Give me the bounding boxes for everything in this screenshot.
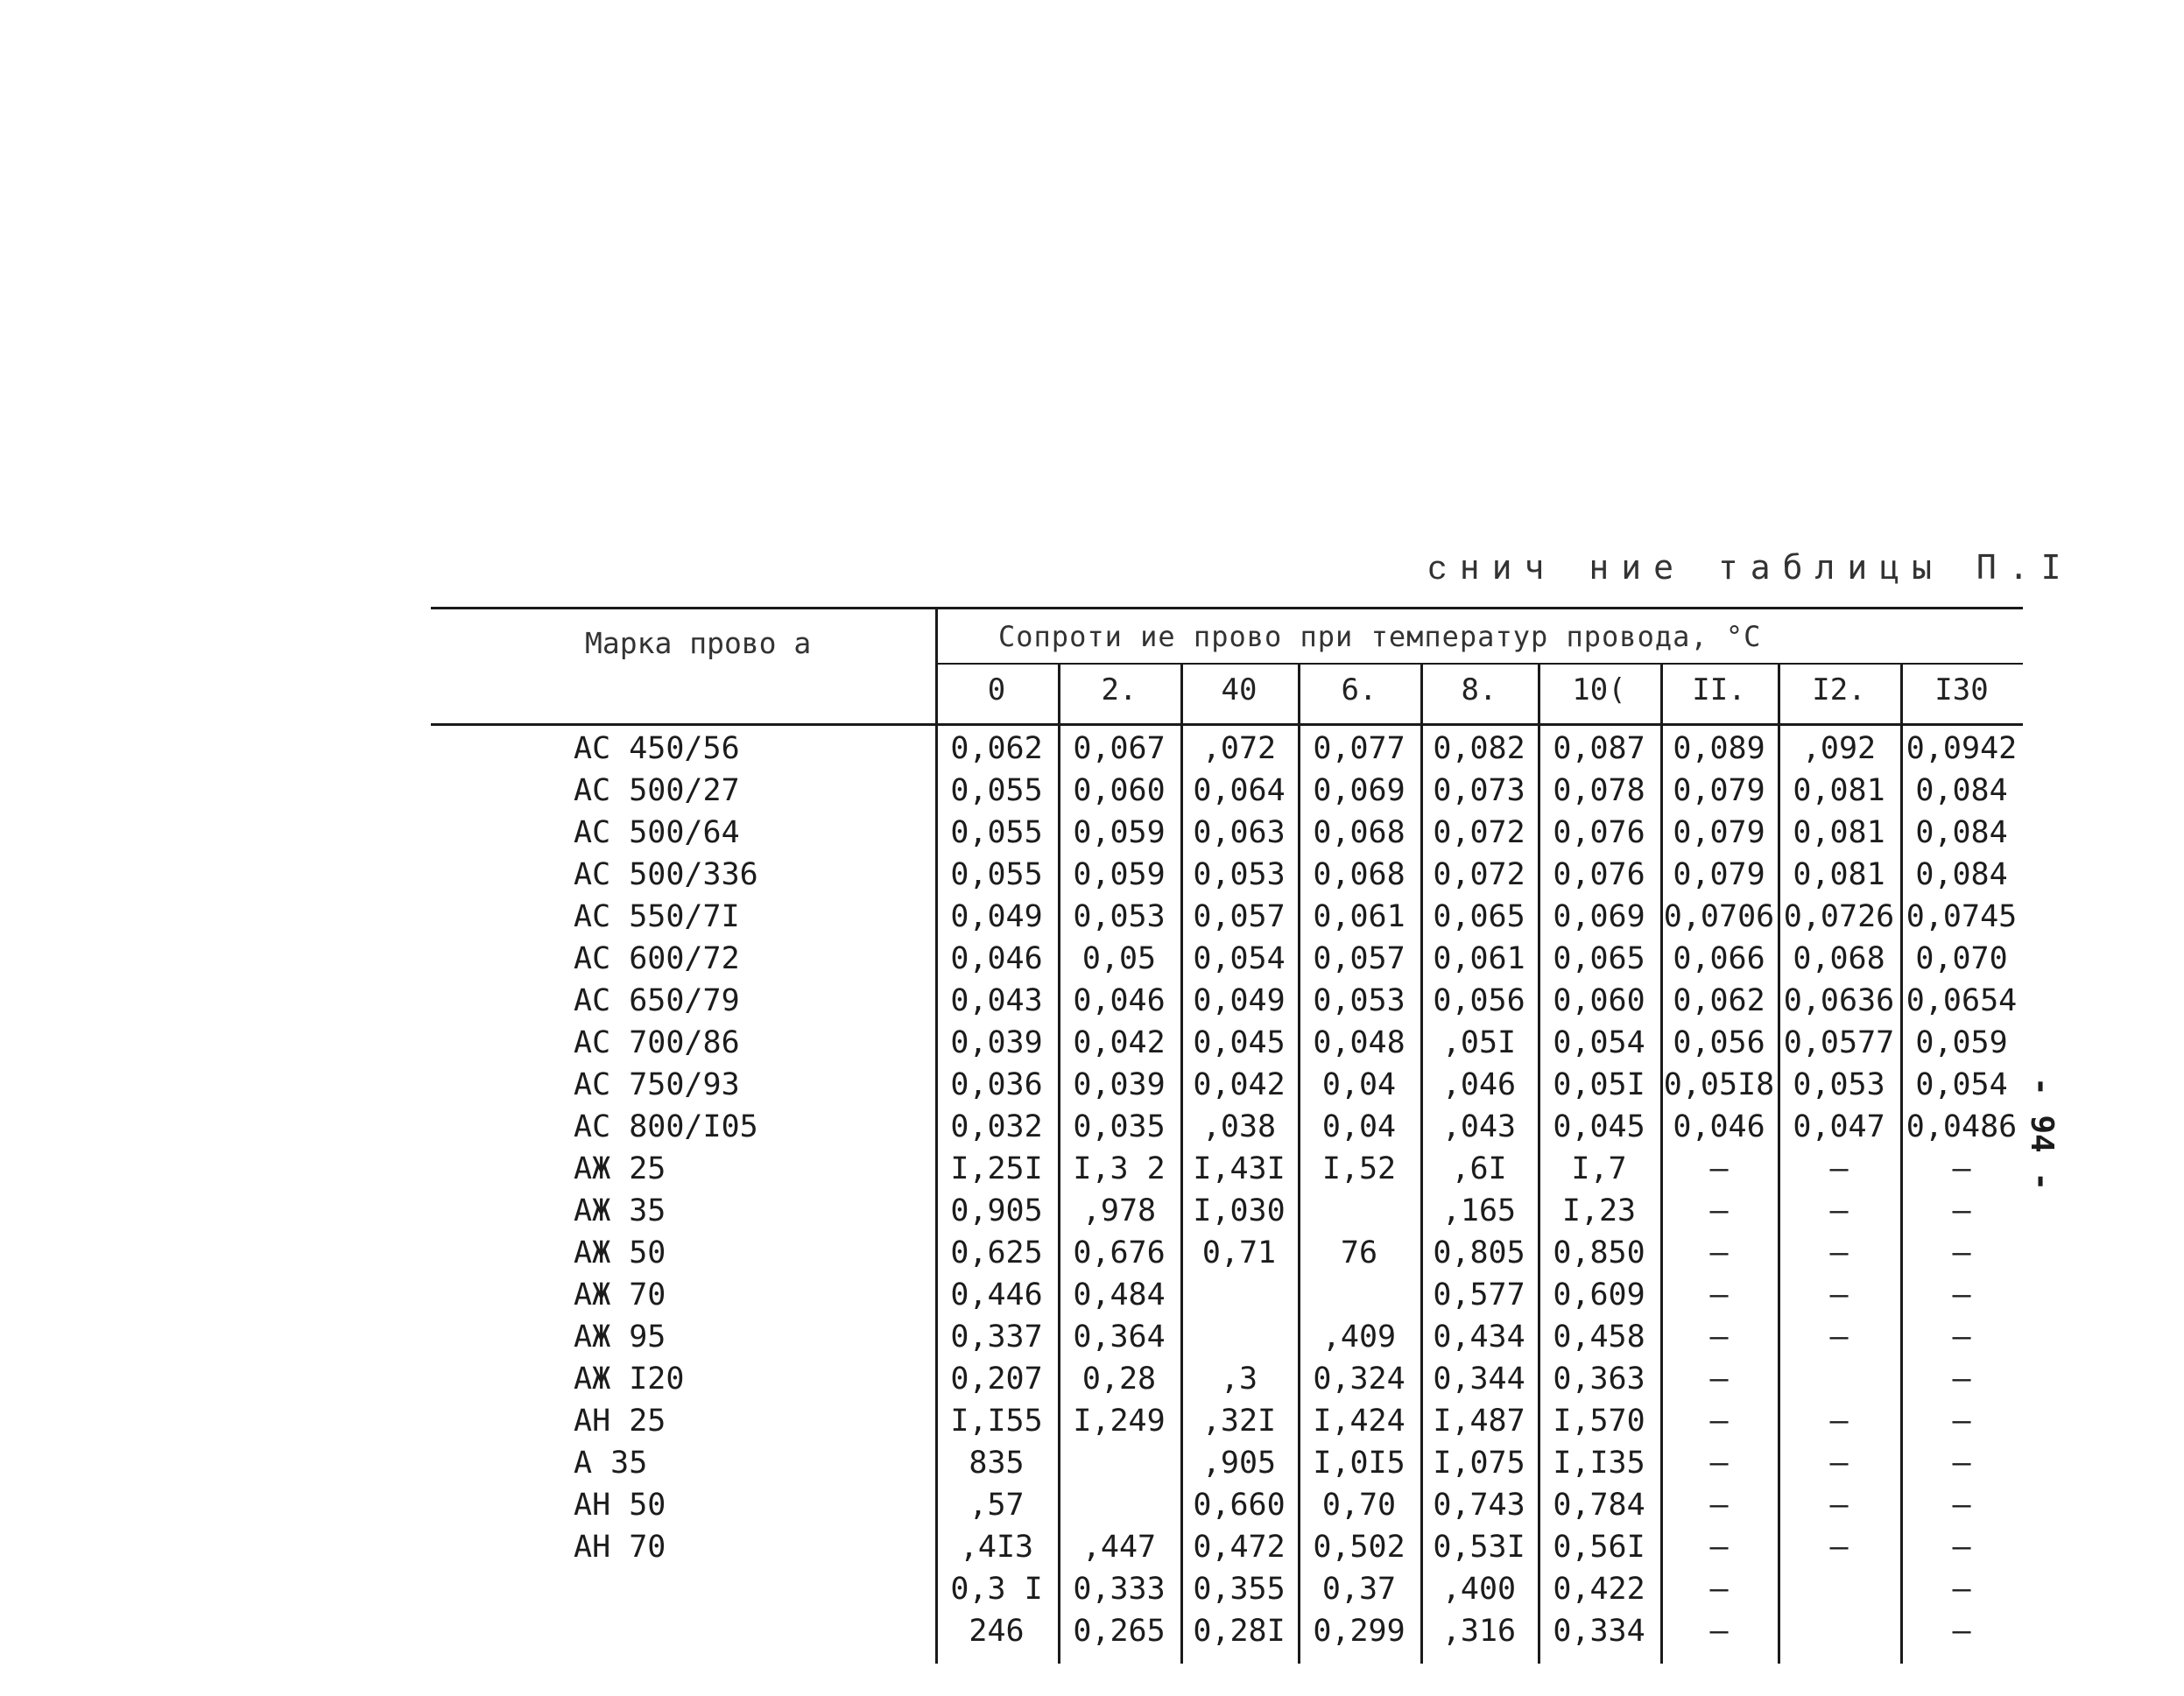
table-cell: – — [1952, 1362, 1971, 1397]
table-cell: 0,676 — [1073, 1235, 1166, 1270]
table-cell: 0,324 — [1313, 1362, 1406, 1397]
table-cell: 0,061 — [1433, 941, 1525, 976]
table-cell: 0,059 — [1073, 857, 1166, 892]
table-cell: – — [1952, 1446, 1971, 1481]
table-cell: 0,059 — [1915, 1025, 2008, 1060]
header-bottom-rule — [431, 723, 2023, 726]
table-cell: 0,084 — [1915, 773, 2008, 808]
table-cell: 0,04 — [1321, 1109, 1397, 1144]
table-cell: 0,079 — [1673, 815, 1765, 850]
table-cell: 0,078 — [1553, 773, 1645, 808]
table-cell: – — [1709, 1193, 1729, 1228]
table-cell: 0,0942 — [1906, 731, 2018, 766]
table-cell: – — [1952, 1151, 1971, 1186]
table-cell: ,092 — [1801, 731, 1877, 766]
table-cell: I,7 — [1571, 1151, 1627, 1186]
table-cell: 0,036 — [950, 1067, 1043, 1102]
table-cell: 0,333 — [1073, 1572, 1166, 1607]
table-cell: – — [1709, 1446, 1729, 1481]
table-cell: 0,053 — [1793, 1067, 1885, 1102]
table-cell: 0,055 — [950, 773, 1043, 808]
table-cell: 0,035 — [1073, 1109, 1166, 1144]
row-label: АС 650/79 — [574, 983, 740, 1018]
table-cell: 0,042 — [1193, 1067, 1286, 1102]
table-cell: ,072 — [1201, 731, 1277, 766]
table-cell: 0,042 — [1073, 1025, 1166, 1060]
table-cell: – — [1829, 1320, 1849, 1355]
table-cell: 0,05I8 — [1663, 1067, 1775, 1102]
table-cell: 0,28 — [1081, 1362, 1157, 1397]
table-cell: 0,067 — [1073, 731, 1166, 766]
table-cell: 0,458 — [1553, 1320, 1645, 1355]
table-cell: I,3 2 — [1073, 1151, 1166, 1186]
row-label: АС 700/86 — [574, 1025, 740, 1060]
table-cell: – — [1952, 1530, 1971, 1565]
table-cell: 0,047 — [1793, 1109, 1885, 1144]
table-cell: 0,334 — [1553, 1614, 1645, 1649]
table-cell: 0,054 — [1915, 1067, 2008, 1102]
table-cell: 0,076 — [1553, 815, 1645, 850]
table-cell: 0,784 — [1553, 1488, 1645, 1523]
table-cell: – — [1709, 1151, 1729, 1186]
table-cell: 0,0745 — [1906, 899, 2018, 934]
table-cell: 0,055 — [950, 815, 1043, 850]
table-cell: ,316 — [1441, 1614, 1517, 1649]
table-cell: 0,472 — [1193, 1530, 1286, 1565]
table-cell: 0,05I — [1553, 1067, 1645, 1102]
table-cell: ,57 — [969, 1488, 1025, 1523]
table-cell: 0,0706 — [1663, 899, 1775, 934]
table-cell: ,043 — [1441, 1109, 1517, 1144]
temperature-header-cell: 0 — [987, 672, 1006, 707]
table-cell: ,038 — [1201, 1109, 1277, 1144]
table-cell: – — [1709, 1362, 1729, 1397]
table-cell: 0,061 — [1313, 899, 1406, 934]
table-cell: 0,850 — [1553, 1235, 1645, 1270]
table-cell: 0,045 — [1553, 1109, 1645, 1144]
table-cell: 0,048 — [1313, 1025, 1406, 1060]
table-cell: 0,3 I — [950, 1572, 1043, 1607]
table-cell: ,32I — [1201, 1404, 1277, 1439]
row-label: АС 550/7I — [574, 899, 740, 934]
table-cell: 0,28I — [1193, 1614, 1286, 1649]
table-cell: ,4I3 — [959, 1530, 1034, 1565]
row-label: АЖ 50 — [574, 1235, 666, 1270]
table-cell: – — [1829, 1488, 1849, 1523]
table-cell: I,570 — [1553, 1404, 1645, 1439]
table-cell: – — [1952, 1404, 1971, 1439]
table-cell: 0,068 — [1313, 857, 1406, 892]
table-cell: – — [1952, 1235, 1971, 1270]
table-cell: 0,059 — [1073, 815, 1166, 850]
table-cell: I,I55 — [950, 1404, 1043, 1439]
table-cell: 0,905 — [950, 1193, 1043, 1228]
table-cell: 0,054 — [1553, 1025, 1645, 1060]
table-cell: 835 — [969, 1446, 1025, 1481]
table-cell: 0,053 — [1313, 983, 1406, 1018]
table-cell: 0,056 — [1673, 1025, 1765, 1060]
row-label: АН 25 — [574, 1404, 666, 1439]
row-label: А 35 — [574, 1446, 648, 1481]
table-cell: 0,502 — [1313, 1530, 1406, 1565]
table-cell: – — [1709, 1530, 1729, 1565]
table-cell: 0,054 — [1193, 941, 1286, 976]
row-label: АС 450/56 — [574, 731, 740, 766]
table-cell: 0,043 — [950, 983, 1043, 1018]
table-cell: 0,076 — [1553, 857, 1645, 892]
table-cell: 0,049 — [1193, 983, 1286, 1018]
table-cell: ,05I — [1441, 1025, 1517, 1060]
table-cell: 0,079 — [1673, 773, 1765, 808]
table-cell: 0,089 — [1673, 731, 1765, 766]
table-cell: 0,073 — [1433, 773, 1525, 808]
row-label: АС 600/72 — [574, 941, 740, 976]
row-label: АС 500/336 — [574, 857, 758, 892]
table-cell: – — [1952, 1193, 1971, 1228]
table-cell: I,25I — [950, 1151, 1043, 1186]
table-cell: ,400 — [1441, 1572, 1517, 1607]
table-cell: 0,0577 — [1783, 1025, 1895, 1060]
table-cell: – — [1829, 1151, 1849, 1186]
table-cell: 0,0726 — [1783, 899, 1895, 934]
table-cell: I,487 — [1433, 1404, 1525, 1439]
row-label: АЖ 35 — [574, 1193, 666, 1228]
table-cell: 0,625 — [950, 1235, 1043, 1270]
row-label: АЖ 95 — [574, 1320, 666, 1355]
table-cell: 0,70 — [1321, 1488, 1397, 1523]
table-cell: 0,062 — [1673, 983, 1765, 1018]
table-cell: 0,207 — [950, 1362, 1043, 1397]
table-cell: – — [1829, 1235, 1849, 1270]
table-cell: 0,065 — [1433, 899, 1525, 934]
table-cell: ,905 — [1201, 1446, 1277, 1481]
table-cell: 0,05 — [1081, 941, 1157, 976]
table-cell: 0,081 — [1793, 857, 1885, 892]
table-cell: 0,053 — [1073, 899, 1166, 934]
temperature-header-cell: 10( — [1572, 672, 1626, 707]
row-label: АН 50 — [574, 1488, 666, 1523]
table-cell: 0,084 — [1915, 857, 2008, 892]
table-cell: I,I35 — [1553, 1446, 1645, 1481]
table-cell: 246 — [969, 1614, 1025, 1649]
header-mid-rule — [937, 663, 2023, 665]
row-label: АС 750/93 — [574, 1067, 740, 1102]
table-cell: I,424 — [1313, 1404, 1406, 1439]
temperature-header-cell: 40 — [1221, 672, 1258, 707]
table-cell: 0,046 — [1073, 983, 1166, 1018]
table-cell: – — [1709, 1277, 1729, 1312]
table-cell: 0,039 — [950, 1025, 1043, 1060]
temperature-header-cell: 6. — [1341, 672, 1377, 707]
table-cell: 0,072 — [1433, 857, 1525, 892]
table-cell: 0,055 — [950, 857, 1043, 892]
row-label: АС 500/64 — [574, 815, 740, 850]
table-cell: 0,434 — [1433, 1320, 1525, 1355]
row-label: АС 500/27 — [574, 773, 740, 808]
temperature-header-cell: 8. — [1461, 672, 1497, 707]
table-cell: 0,743 — [1433, 1488, 1525, 1523]
table-cell: 0,422 — [1553, 1572, 1645, 1607]
table-cell: 0,446 — [950, 1277, 1043, 1312]
table-cell: – — [1952, 1277, 1971, 1312]
table-cell: I,249 — [1073, 1404, 1166, 1439]
table-cell: 0,37 — [1321, 1572, 1397, 1607]
temperature-header-cell: 2. — [1101, 672, 1138, 707]
table-cell: 0,064 — [1193, 773, 1286, 808]
table-cell: 0,71 — [1201, 1235, 1277, 1270]
table-cell: 0,069 — [1553, 899, 1645, 934]
table-cell: ,6I — [1451, 1151, 1507, 1186]
table-cell: 0,081 — [1793, 815, 1885, 850]
table-cell: – — [1829, 1404, 1849, 1439]
table-cell: 0,337 — [950, 1320, 1043, 1355]
table-cell: ,409 — [1321, 1320, 1397, 1355]
table-cell: – — [1709, 1404, 1729, 1439]
table-cell: 0,082 — [1433, 731, 1525, 766]
table-cell: 0,0486 — [1906, 1109, 2018, 1144]
row-label: АЖ 70 — [574, 1277, 666, 1312]
table-cell: 0,087 — [1553, 731, 1645, 766]
table-cell: ,046 — [1441, 1067, 1517, 1102]
table-cell: 0,049 — [950, 899, 1043, 934]
table-cell: 0,660 — [1193, 1488, 1286, 1523]
row-label: АС 800/I05 — [574, 1109, 758, 1144]
table-top-rule — [431, 607, 2023, 609]
table-cell: 0,069 — [1313, 773, 1406, 808]
table-cell: 0,032 — [950, 1109, 1043, 1144]
table-cell: 0,079 — [1673, 857, 1765, 892]
table-cell: 0,066 — [1673, 941, 1765, 976]
table-cell: 0,060 — [1553, 983, 1645, 1018]
table-caption: ᴄнич ние таблицы П.I — [1427, 548, 2074, 587]
row-label: АЖ I20 — [574, 1362, 685, 1397]
table-cell: 0,53I — [1433, 1530, 1525, 1565]
table-cell: 76 — [1340, 1235, 1378, 1270]
table-cell: 0,053 — [1193, 857, 1286, 892]
table-cell: ,978 — [1081, 1193, 1157, 1228]
table-cell: 0,068 — [1313, 815, 1406, 850]
temperature-header-cell: I2. — [1812, 672, 1866, 707]
table-cell: – — [1829, 1193, 1849, 1228]
page-number: - 94 - — [2024, 1077, 2060, 1192]
table-cell: 0,355 — [1193, 1572, 1286, 1607]
row-label: АН 70 — [574, 1530, 666, 1565]
table-cell: 0,063 — [1193, 815, 1286, 850]
table-cell: 0,56I — [1553, 1530, 1645, 1565]
table-cell: 0,046 — [1673, 1109, 1765, 1144]
table-cell: 0,068 — [1793, 941, 1885, 976]
table-cell: 0,04 — [1321, 1067, 1397, 1102]
table-cell: – — [1709, 1488, 1729, 1523]
table-cell: 0,0636 — [1783, 983, 1895, 1018]
table-cell: – — [1952, 1488, 1971, 1523]
table-cell: 0,070 — [1915, 941, 2008, 976]
table-cell: 0,057 — [1313, 941, 1406, 976]
table-cell: ,165 — [1441, 1193, 1517, 1228]
table-cell: – — [1709, 1320, 1729, 1355]
table-cell: 0,344 — [1433, 1362, 1525, 1397]
table-cell: 0,363 — [1553, 1362, 1645, 1397]
table-cell: I,075 — [1433, 1446, 1525, 1481]
table-cell: I,0I5 — [1313, 1446, 1406, 1481]
table-cell: ,447 — [1081, 1530, 1157, 1565]
table-cell: – — [1952, 1614, 1971, 1649]
table-cell: 0,364 — [1073, 1320, 1166, 1355]
table-cell: – — [1829, 1530, 1849, 1565]
table-cell: 0,577 — [1433, 1277, 1525, 1312]
table-cell: 0,0654 — [1906, 983, 2018, 1018]
row-label: АЖ 25 — [574, 1151, 666, 1186]
table-cell: I,43I — [1193, 1151, 1286, 1186]
table-cell: 0,056 — [1433, 983, 1525, 1018]
table-cell: 0,060 — [1073, 773, 1166, 808]
table-cell: 0,084 — [1915, 815, 2008, 850]
table-cell: ,3 — [1220, 1362, 1258, 1397]
table-cell: I,23 — [1561, 1193, 1637, 1228]
table-cell: – — [1829, 1277, 1849, 1312]
temperature-header-cell: I30 — [1934, 672, 1989, 707]
table-cell: 0,062 — [950, 731, 1043, 766]
table-cell: – — [1952, 1320, 1971, 1355]
table-cell: – — [1829, 1446, 1849, 1481]
table-cell: I,030 — [1193, 1193, 1286, 1228]
table-cell: – — [1709, 1235, 1729, 1270]
table-cell: 0,039 — [1073, 1067, 1166, 1102]
group-header: Сопроти ие прово при температур провода, °С — [998, 620, 1762, 653]
table-cell: 0,609 — [1553, 1277, 1645, 1312]
table-cell: 0,046 — [950, 941, 1043, 976]
row-header: Марка прово а — [585, 626, 812, 660]
table-cell: 0,265 — [1073, 1614, 1166, 1649]
table-cell: 0,072 — [1433, 815, 1525, 850]
table-cell: – — [1952, 1572, 1971, 1607]
table-cell: 0,065 — [1553, 941, 1645, 976]
table-cell: 0,045 — [1193, 1025, 1286, 1060]
table-cell: 0,805 — [1433, 1235, 1525, 1270]
table-cell: 0,077 — [1313, 731, 1406, 766]
table-cell: – — [1709, 1572, 1729, 1607]
temperature-header-cell: II. — [1692, 672, 1746, 707]
table-cell: 0,484 — [1073, 1277, 1166, 1312]
table-cell: – — [1709, 1614, 1729, 1649]
table-cell: 0,299 — [1313, 1614, 1406, 1649]
table-cell: 0,081 — [1793, 773, 1885, 808]
table-cell: I,52 — [1321, 1151, 1397, 1186]
table-cell: 0,057 — [1193, 899, 1286, 934]
